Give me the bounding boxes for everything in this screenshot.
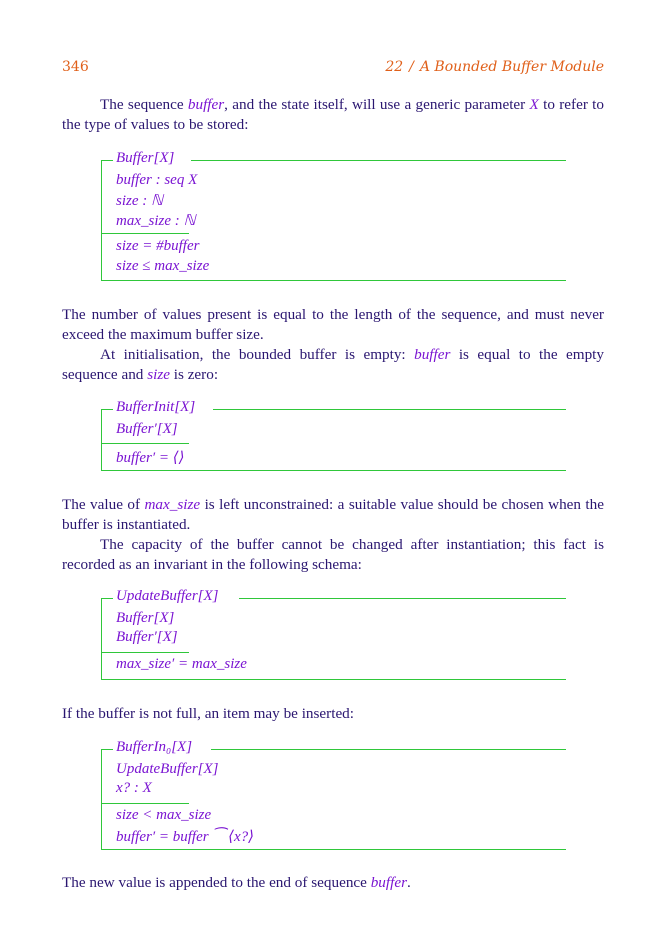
text: is zero: bbox=[169, 366, 219, 383]
var-buffer: buffer bbox=[370, 874, 407, 891]
schema-border bbox=[101, 470, 566, 471]
schema-border bbox=[101, 849, 566, 850]
schema-border bbox=[101, 749, 102, 850]
schema-predicate: size < max_size bbox=[116, 807, 212, 823]
schema-declaration: Buffer[X] bbox=[116, 610, 175, 626]
schema-declaration: Buffer′[X] bbox=[116, 629, 178, 645]
paragraph-size-constraint: The number of values present is equal to the length of the sequence, and must never exceed the maximum buffer size. bbox=[62, 306, 604, 343]
text: . bbox=[406, 874, 411, 891]
paragraph-initialisation bbox=[62, 345, 604, 385]
schema-declaration: Buffer′[X] bbox=[116, 421, 178, 437]
schema-declaration: size : ℕ bbox=[116, 193, 164, 209]
paragraph-insert: If the buffer is not full, an item may be inserted: bbox=[62, 705, 354, 722]
paragraph-generic-parameter bbox=[62, 95, 604, 135]
text: is left unconstrained: a suitable value should be chosen when the buffer is instantiated. bbox=[62, 496, 604, 533]
schema-border bbox=[101, 280, 566, 281]
schema-buffer-in bbox=[101, 741, 566, 850]
schema-buffer bbox=[101, 152, 566, 281]
schema-border bbox=[213, 409, 566, 410]
schema-divider bbox=[101, 233, 189, 234]
schema-border bbox=[101, 598, 102, 680]
chapter-number: 22 bbox=[385, 59, 404, 75]
running-header bbox=[385, 59, 604, 75]
text: , and the state itself, will use a generic parameter bbox=[224, 96, 530, 113]
var-buffer: buffer bbox=[414, 346, 451, 363]
schema-divider bbox=[101, 803, 189, 804]
schema-border bbox=[211, 749, 566, 750]
chapter-title: A Bounded Buffer Module bbox=[419, 59, 604, 75]
schema-predicate: size ≤ max_size bbox=[116, 258, 210, 274]
schema-border bbox=[101, 160, 113, 161]
schema-border bbox=[101, 749, 113, 750]
schema-border bbox=[101, 409, 102, 471]
schema-title: BufferInit[X] bbox=[116, 399, 196, 415]
paragraph-max-size bbox=[62, 495, 604, 535]
schema-title: Buffer[X] bbox=[116, 150, 175, 166]
schema-predicate: buffer′ = ⟨⟩ bbox=[116, 450, 185, 466]
schema-border bbox=[191, 160, 566, 161]
schema-border bbox=[101, 679, 566, 680]
schema-divider bbox=[101, 443, 189, 444]
text: The sequence bbox=[100, 96, 188, 113]
page-number: 346 bbox=[62, 59, 89, 75]
schema-divider bbox=[101, 652, 189, 653]
text: The value of bbox=[62, 496, 145, 513]
var-max-size: max_size bbox=[144, 496, 201, 513]
schema-predicate: size = #buffer bbox=[116, 238, 200, 254]
text: is equal to the empty sequence and bbox=[62, 346, 604, 383]
header-separator: / bbox=[409, 59, 414, 75]
schema-border bbox=[101, 409, 113, 410]
schema-declaration: x? : X bbox=[116, 780, 152, 796]
text: The new value is appended to the end of sequence bbox=[62, 874, 371, 891]
schema-declaration: UpdateBuffer[X] bbox=[116, 761, 219, 777]
schema-title: UpdateBuffer[X] bbox=[116, 588, 219, 604]
schema-update-buffer bbox=[101, 590, 566, 680]
var-buffer: buffer bbox=[187, 96, 225, 113]
var-x: X bbox=[529, 96, 539, 113]
schema-border bbox=[239, 598, 566, 599]
paragraph-append bbox=[62, 873, 604, 893]
schema-title: BufferIn₀[X] bbox=[116, 739, 193, 755]
text: to refer to the type of values to be stored: bbox=[62, 96, 604, 133]
text: At initialisation, the bounded buffer is empty: bbox=[100, 346, 415, 363]
schema-buffer-init bbox=[101, 401, 566, 471]
paragraph-capacity-invariant: The capacity of the buffer cannot be changed after instantiation; this fact is recorded as an invariant in the following schema: bbox=[62, 536, 604, 573]
schema-border bbox=[101, 160, 102, 281]
schema-predicate: buffer′ = buffer ⁀ ⟨x?⟩ bbox=[116, 829, 254, 845]
schema-predicate: max_size′ = max_size bbox=[116, 656, 247, 672]
var-size: size bbox=[147, 366, 170, 383]
schema-declaration: max_size : ℕ bbox=[116, 213, 196, 229]
schema-declaration: buffer : seq X bbox=[116, 172, 198, 188]
schema-border bbox=[101, 598, 113, 599]
